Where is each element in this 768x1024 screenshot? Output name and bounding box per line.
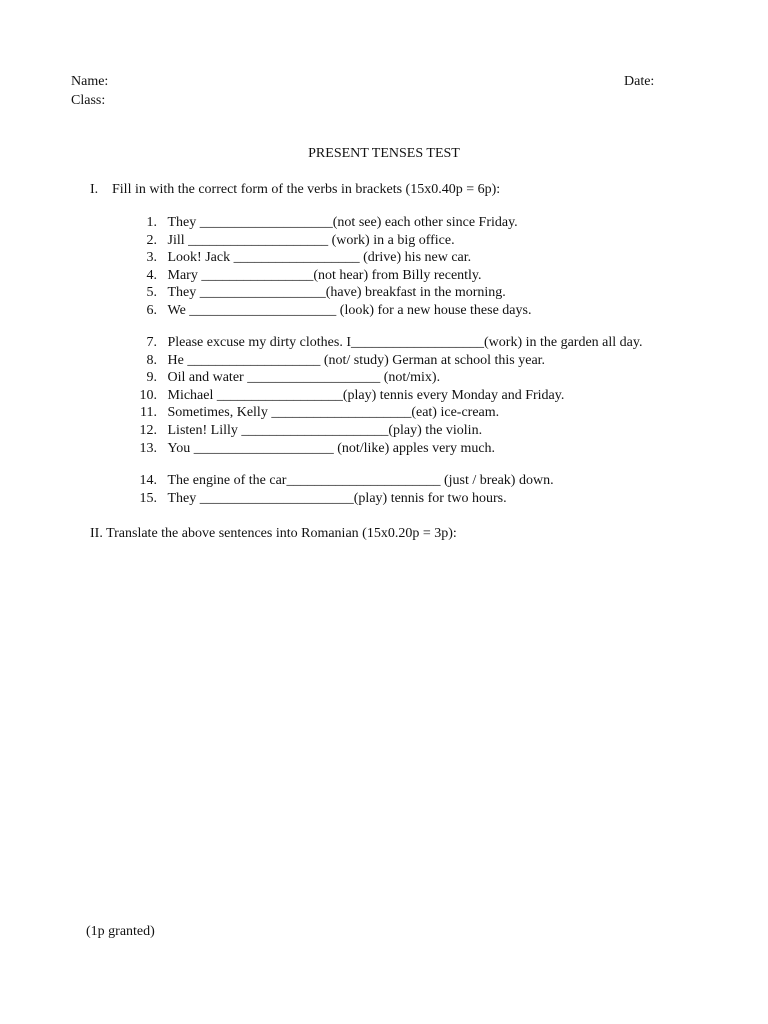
item-text: Look! Jack __________________ (drive) his new car. — [167, 250, 472, 266]
item-number: 5. — [146, 285, 157, 301]
page-title: PRESENT TENSES TEST — [308, 146, 460, 161]
item-number: 3. — [146, 250, 157, 266]
item-number: 9. — [146, 370, 157, 386]
item-number: 2. — [146, 232, 157, 248]
item-text: Sometimes, Kelly ____________________(eat) ice-cream. — [167, 405, 500, 421]
date-label: Date: — [624, 74, 655, 89]
item-number: 7. — [146, 335, 157, 350]
item-number: 11. — [140, 405, 157, 421]
section-two-heading: II. Translate the above sentences into Romanian (15x0.20p = 3p): — [90, 526, 457, 541]
item-number: 8. — [146, 352, 157, 368]
exercise-item — [133, 422, 642, 440]
exercise-item — [133, 490, 554, 508]
exercise-item — [133, 214, 531, 232]
item-number: 15. — [139, 490, 157, 506]
section-one-number: I. — [90, 182, 99, 197]
exercise-item — [133, 334, 642, 352]
class-label: Class: — [71, 93, 106, 108]
exercise-item — [133, 369, 642, 387]
exercise-item — [133, 267, 531, 285]
item-text: He ___________________ (not/ study) German at school this year. — [167, 352, 546, 368]
exercise-item — [133, 404, 642, 422]
exercise-group-3 — [133, 472, 554, 507]
item-number: 14. — [139, 473, 157, 488]
item-text: They __________________(have) breakfast in the morning. — [167, 285, 506, 301]
item-text: They ______________________(play) tennis for two hours. — [167, 490, 507, 506]
item-number: 13. — [139, 440, 157, 456]
exercise-item — [133, 302, 531, 320]
item-number: 4. — [146, 267, 157, 283]
name-label: Name: — [71, 74, 109, 89]
item-text: Michael __________________(play) tennis every Monday and Friday. — [167, 387, 565, 403]
exercise-item — [133, 387, 642, 405]
item-text: Oil and water ___________________ (not/mix). — [167, 370, 441, 386]
exercise-item — [133, 232, 531, 250]
item-text: Jill ____________________ (work) in a big office. — [167, 232, 455, 248]
exercise-item — [133, 249, 531, 267]
item-number: 10. — [139, 387, 157, 403]
item-number: 6. — [146, 302, 157, 318]
item-text: Please excuse my dirty clothes. I___________________(work) in the garden all day. — [167, 335, 643, 350]
exercise-item — [133, 352, 642, 370]
item-text: You ____________________ (not/like) apples very much. — [167, 440, 496, 456]
item-text: We _____________________ (look) for a new house these days. — [167, 302, 532, 318]
exercise-item — [133, 284, 531, 302]
points-granted-note: (1p granted) — [86, 924, 155, 939]
exercise-group-1 — [133, 214, 531, 320]
exercise-item — [133, 472, 554, 490]
exercise-item — [133, 440, 642, 458]
item-number: 1. — [146, 215, 157, 230]
item-text: The engine of the car______________________ (just / break) down. — [167, 473, 554, 488]
item-number: 12. — [139, 422, 157, 438]
item-text: They ___________________(not see) each other since Friday. — [167, 215, 518, 230]
exercise-group-2 — [133, 334, 642, 457]
item-text: Listen! Lilly _____________________(play) the violin. — [167, 422, 483, 438]
section-one-instruction: Fill in with the correct form of the verbs in brackets (15x0.40p = 6p): — [112, 182, 501, 197]
item-text: Mary ________________(not hear) from Billy recently. — [167, 267, 482, 283]
section-one-heading — [90, 181, 500, 199]
